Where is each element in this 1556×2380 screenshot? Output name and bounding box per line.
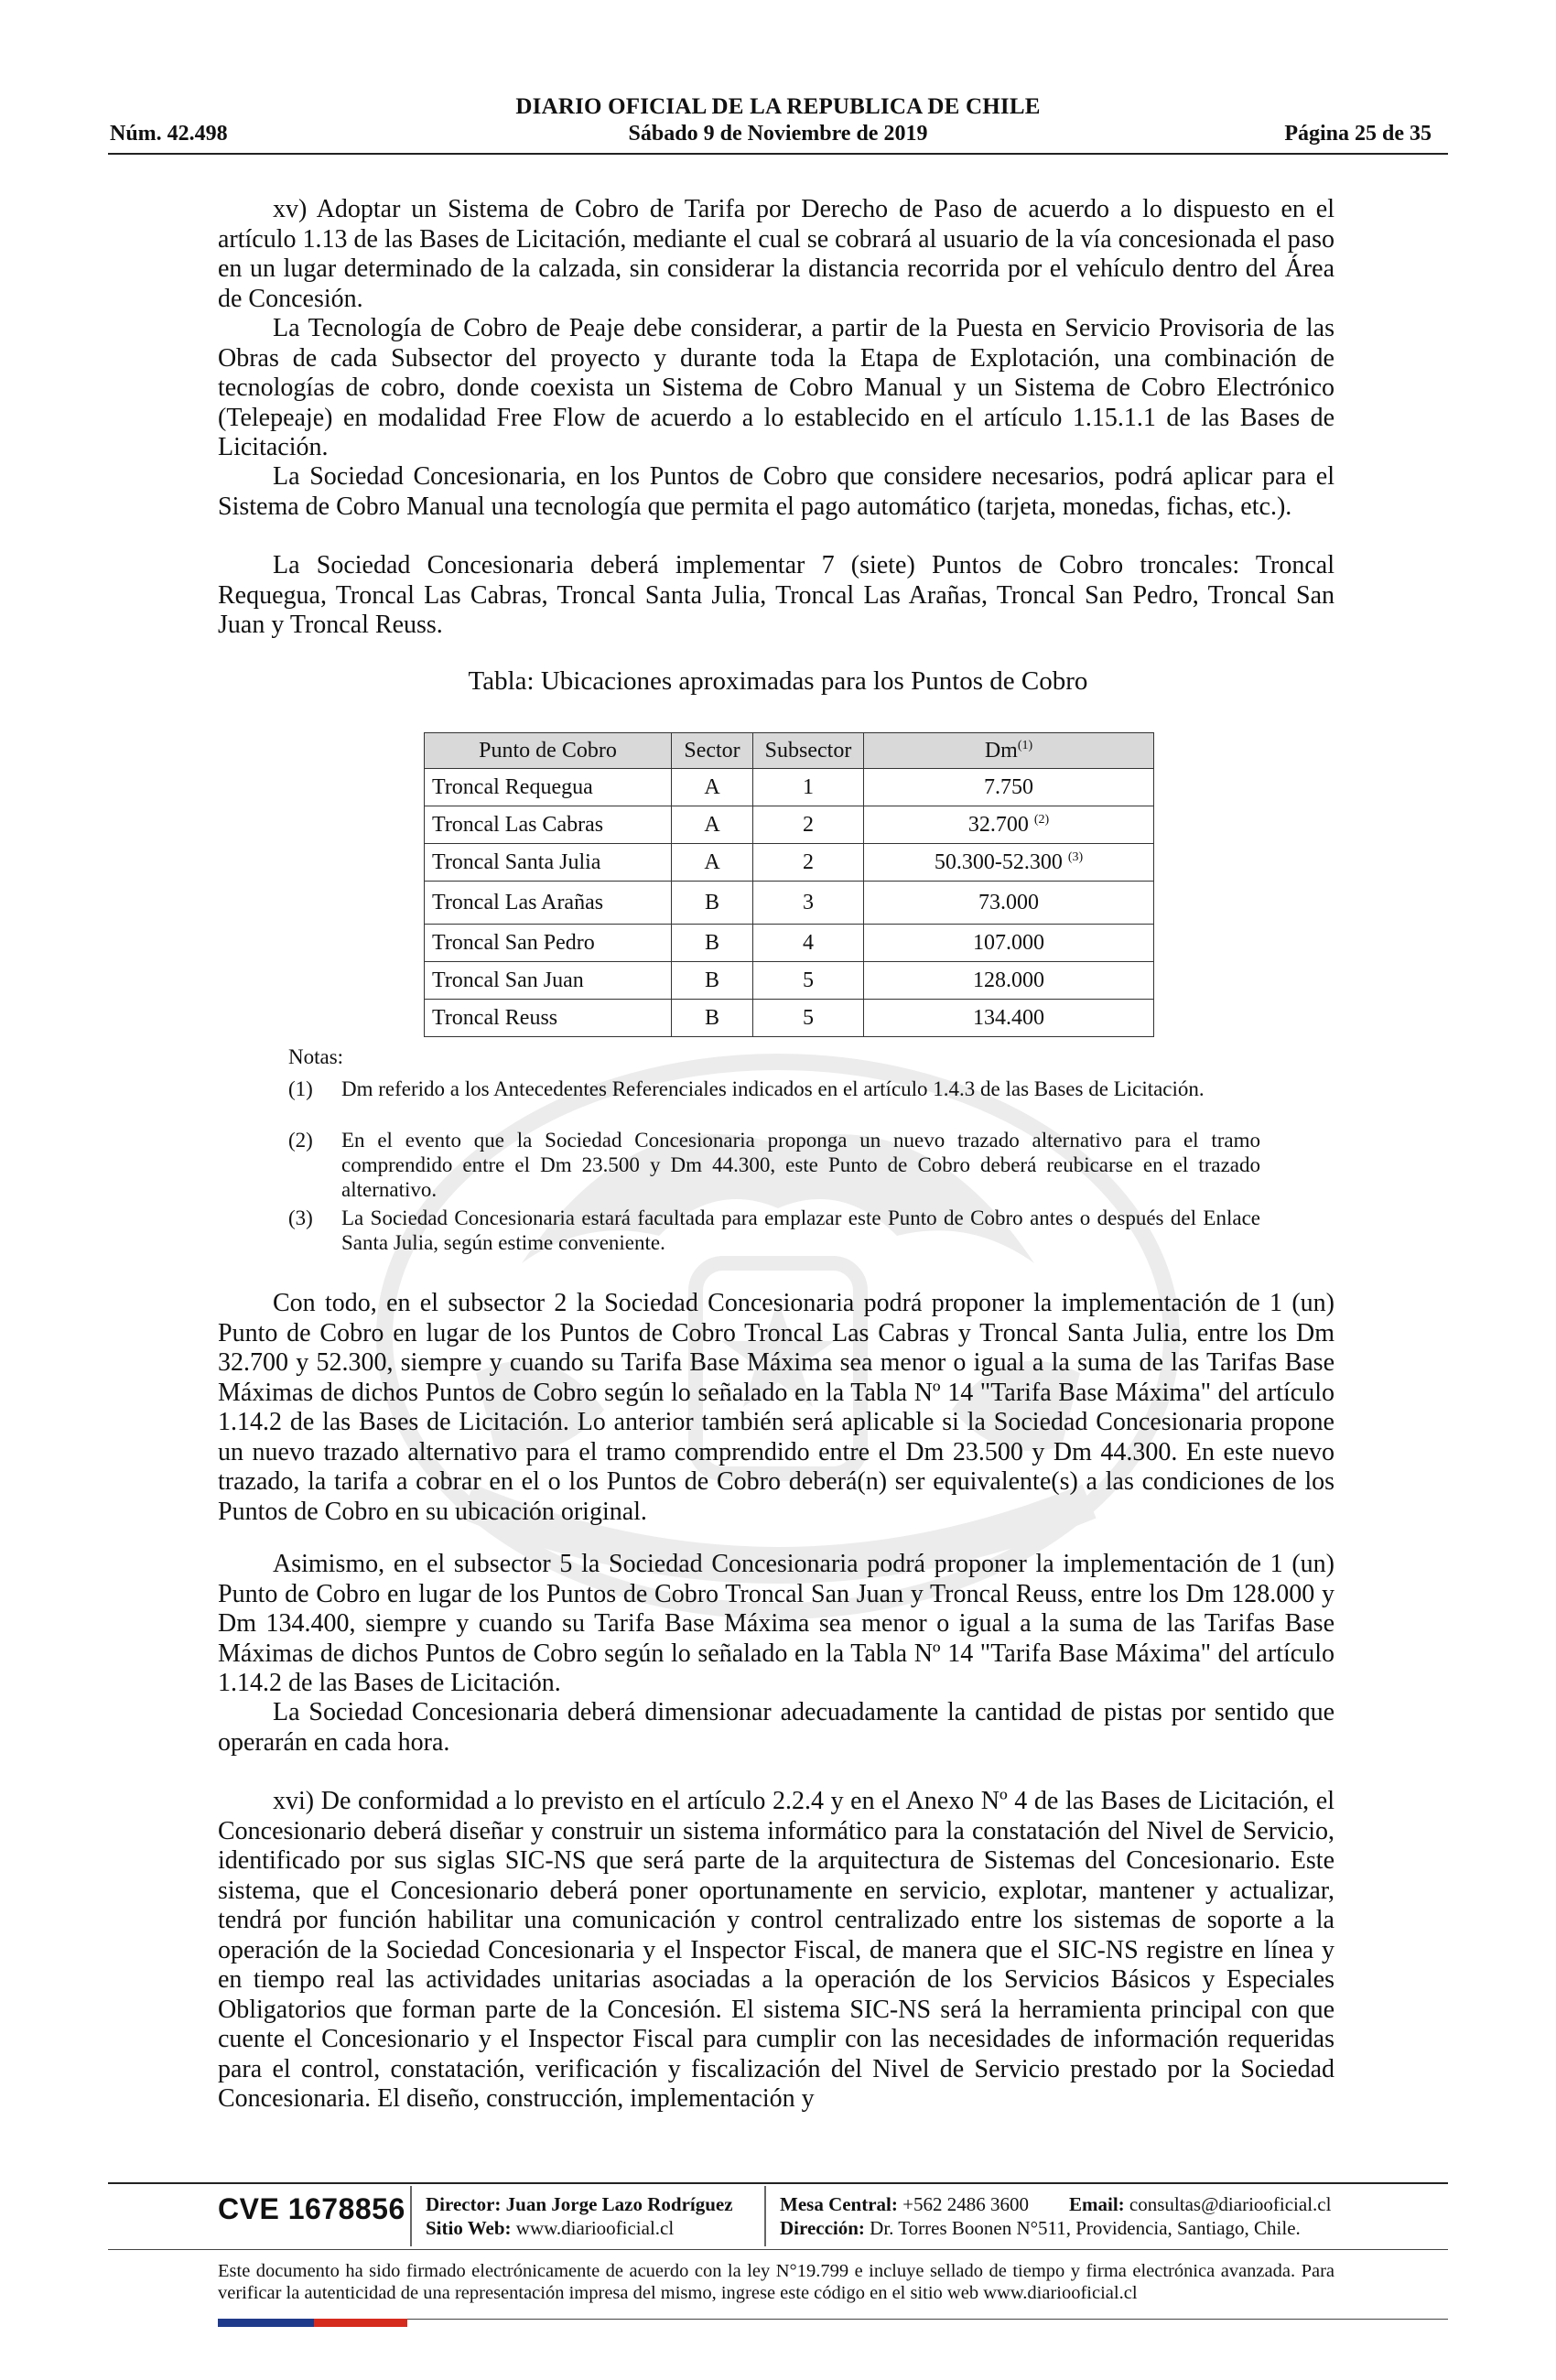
- table-row: [425, 962, 1154, 1000]
- paragraph-tecnologia-text: La Tecnología de Cobro de Peaje debe considerar, a partir de la Puesta en Servicio Provisoria de las Obras de cada Subsector del proyecto y durante toda la Etapa de Explotación, una combinación de tecnologías de cobro, donde coexista un Sistema de Cobro Manual y un Sistema de Cobro Electrónico (Telepeaje) en modalidad Free Flow de acuerdo a lo establecido en el artículo 1.15.1.1 de las Bases de Licitación.: [218, 314, 1334, 461]
- note-number: (3): [288, 1206, 313, 1229]
- cell-punto: Troncal Las Cabras: [425, 806, 672, 844]
- cell-dm-note: (3): [1067, 849, 1084, 864]
- paragraph-puntos-cobro-text: La Sociedad Concesionaria deberá implementar 7 (siete) Puntos de Cobro troncales: Troncal Requegua, Troncal Las Cabras, Troncal Santa Julia, Troncal Las Arañas, Troncal San Pedro, Troncal San Juan y Troncal Reuss.: [218, 551, 1334, 639]
- cell-subsector: 1: [753, 769, 864, 806]
- note-text: En el evento que la Sociedad Concesionaria proponga un nuevo trazado alternativo para el tramo comprendido entre el Dm 23.500 y Dm 44.300, este Punto de Cobro deberá reubicarse en el trazado alternativo.: [341, 1129, 1260, 1201]
- table-row: [425, 806, 1154, 844]
- cell-dm: [864, 882, 1154, 925]
- paragraph-subsector-5: [218, 1550, 1334, 1699]
- cell-sector: A: [672, 769, 753, 806]
- cell-dm-value: 107.000: [973, 930, 1044, 955]
- paragraph-subsector-2-text: Con todo, en el subsector 2 la Sociedad Concesionaria podrá proponer la implementación de 1 (un) Punto de Cobro en lugar de los Puntos de Cobro Troncal Las Cabras y Troncal Santa Julia, entre los Dm 32.700 y 52.300, siempre y cuando su Tarifa Base Máxima sea menor o igual a la suma de las Tarifas Base Máximas de dichos Puntos de Cobro según lo señalado en la Tabla Nº 14 "Tarifa Base Máxima" del artículo 1.14.2 de las Bases de Licitación. Lo anterior también será aplicable si la Sociedad Concesionaria propone un nuevo trazado alternativo para el tramo comprendido entre el Dm 23.500 y Dm 44.300. En este nuevo trazado, la tarifa a cobrar en el o los Puntos de Cobro deberá(n) ser equivalente(s) a las condiciones de los Puntos de Cobro en su ubicación original.: [218, 1289, 1334, 1526]
- cell-sector: B: [672, 962, 753, 1000]
- note-text: Dm referido a los Antecedentes Referenciales indicados en el artículo 1.4.3 de las Bases de Licitación.: [341, 1077, 1205, 1100]
- toll-points-table: [424, 732, 1154, 1037]
- notes-title: Notas:: [288, 1045, 344, 1068]
- paragraph-xv: [218, 195, 1334, 314]
- paragraph-pistas: [218, 1698, 1334, 1758]
- table-row: [425, 1000, 1154, 1037]
- cell-dm: [864, 1000, 1154, 1037]
- table-caption: Tabla: Ubicaciones aproximadas para los Puntos de Cobro: [468, 666, 1088, 696]
- header-divider: [108, 153, 1448, 155]
- cell-subsector: 2: [753, 806, 864, 844]
- note-text: La Sociedad Concesionaria estará facultada para emplazar este Punto de Cobro antes o después del Enlace Santa Julia, según estime conveniente.: [341, 1206, 1260, 1254]
- email-label: Email:: [1069, 2193, 1125, 2215]
- table-header-row: [425, 733, 1154, 769]
- header-subsector: Subsector: [753, 733, 864, 769]
- paragraph-xv-text: xv) Adoptar un Sistema de Cobro de Tarifa por Derecho de Paso de acuerdo a lo dispuesto en el artículo 1.13 de las Bases de Licitación, mediante el cual se cobrará al usuario de la vía concesionada el paso en un lugar determinado de la calzada, sin considerar la distancia recorrida por el vehículo dentro del Área de Concesión.: [218, 195, 1334, 313]
- cell-dm: [864, 962, 1154, 1000]
- footer-divider-middle: [108, 2249, 1448, 2250]
- site-label: Sitio Web:: [426, 2217, 512, 2239]
- paragraph-tecnologia: [218, 314, 1334, 463]
- header-dm-label: Dm: [984, 738, 1018, 763]
- header-dm-note: (1): [1017, 738, 1033, 752]
- phone-line: [780, 2193, 1029, 2216]
- cell-dm-value: 73.000: [978, 890, 1039, 914]
- cell-sector: A: [672, 844, 753, 882]
- cell-dm-value: 134.400: [973, 1005, 1044, 1030]
- flag-blue-segment: [218, 2319, 314, 2327]
- table-row: [425, 769, 1154, 806]
- cell-subsector: 4: [753, 925, 864, 962]
- note-number: (1): [288, 1077, 313, 1100]
- paragraph-cobro-manual-text: La Sociedad Concesionaria, en los Puntos de Cobro que considere necesarios, podrá aplicar para el Sistema de Cobro Manual una tecnología que permita el pago automático (tarjeta, monedas, fichas, etc.).: [218, 462, 1334, 521]
- footer-separator: [410, 2186, 412, 2246]
- cell-dm: [864, 925, 1154, 962]
- flag-red-segment: [314, 2319, 407, 2327]
- header-dm: [864, 733, 1154, 769]
- cell-punto: Troncal Requegua: [425, 769, 672, 806]
- email-line: [1069, 2193, 1331, 2216]
- footer-divider-top: [108, 2182, 1448, 2184]
- cell-sector: B: [672, 1000, 753, 1037]
- cell-punto: Troncal Santa Julia: [425, 844, 672, 882]
- cell-subsector: 2: [753, 844, 864, 882]
- cell-dm-value: 32.700: [967, 812, 1029, 837]
- site-link[interactable]: www.diariooficial.cl: [515, 2217, 675, 2239]
- director-line: [426, 2193, 733, 2216]
- footer-divider-bottom: [407, 2319, 1448, 2320]
- director-label: Director:: [426, 2193, 502, 2215]
- cve-code: CVE 1678856: [218, 2192, 405, 2225]
- cell-dm-note: (2): [1033, 812, 1050, 827]
- issue-date: Sábado 9 de Noviembre de 2019: [628, 122, 928, 146]
- table-row: [425, 925, 1154, 962]
- note-item: [288, 1128, 1260, 1202]
- paragraph-subsector-2: [218, 1289, 1334, 1527]
- cell-subsector: 5: [753, 1000, 864, 1037]
- paragraph-xvi-text: xvi) De conformidad a lo previsto en el artículo 2.2.4 y en el Anexo Nº 4 de las Bases de Licitación, el Concesionario deberá diseñar y construir un sistema informático para la constatación del Nivel de Servicio, identificado por sus siglas SIC-NS que será parte de la arquitectura de Sistemas del Concesionario. Este sistema, que el Concesionario deberá poner oportunamente en servicio, explotar, mantener y actualizar, tendrá por función habilitar una comunicación y control centralizado entre los sistemas de soporte a la operación de la Sociedad Concesionaria y el Inspector Fiscal, de manera que el SIC-NS registre en línea y en tiempo real las actividades unitarias asociadas a la operación de los Servicios Básicos y Especiales Obligatorios que forman parte de la Concesión. El sistema SIC-NS será la herramienta principal con que cuente el Concesionario y el Inspector Fiscal para cumplir con las necesidades de información requeridas para el control, constatación, verificación y fiscalización del Nivel de Servicio prestado por la Sociedad Concesionaria. El diseño, construcción, implementación y: [218, 1787, 1334, 2113]
- address-text: Dr. Torres Boonen N°511, Providencia, Santiago, Chile.: [870, 2217, 1301, 2239]
- cell-subsector: 3: [753, 882, 864, 925]
- cell-dm: [864, 769, 1154, 806]
- cell-punto: Troncal San Pedro: [425, 925, 672, 962]
- paragraph-cobro-manual: [218, 462, 1334, 522]
- cell-punto: Troncal Reuss: [425, 1000, 672, 1037]
- cell-dm-value: 128.000: [973, 968, 1044, 992]
- cell-sector: A: [672, 806, 753, 844]
- newspaper-title: DIARIO OFICIAL DE LA REPUBLICA DE CHILE: [515, 94, 1041, 119]
- phone-number: +562 2486 3600: [902, 2193, 1029, 2215]
- paragraph-puntos-cobro: [218, 551, 1334, 641]
- paragraph-pistas-text: La Sociedad Concesionaria deberá dimensionar adecuadamente la cantidad de pistas por sentido que operarán en cada hora.: [218, 1698, 1334, 1757]
- cell-dm: [864, 806, 1154, 844]
- phone-label: Mesa Central:: [780, 2193, 898, 2215]
- cell-dm: [864, 844, 1154, 882]
- cell-sector: B: [672, 925, 753, 962]
- page-number: Página 25 de 35: [1284, 122, 1432, 146]
- email-link[interactable]: consultas@diariooficial.cl: [1129, 2193, 1332, 2215]
- paragraph-xvi: [218, 1787, 1334, 2115]
- table-row: [425, 844, 1154, 882]
- footer-separator: [764, 2186, 766, 2246]
- cell-dm-value: 50.300-52.300: [934, 849, 1063, 874]
- header-punto: Punto de Cobro: [425, 733, 672, 769]
- header-sector: Sector: [672, 733, 753, 769]
- address-label: Dirección:: [780, 2217, 865, 2239]
- cell-subsector: 5: [753, 962, 864, 1000]
- address-line: [780, 2217, 1301, 2240]
- cell-sector: B: [672, 882, 753, 925]
- note-number: (2): [288, 1129, 313, 1152]
- cell-punto: Troncal San Juan: [425, 962, 672, 1000]
- paragraph-subsector-5-text: Asimismo, en el subsector 5 la Sociedad Concesionaria podrá proponer la implementación de 1 (un) Punto de Cobro en lugar de los Puntos de Cobro Troncal San Juan y Troncal Reuss, entre los Dm 128.000 y Dm 134.400, siempre y cuando su Tarifa Base Máxima sea menor o igual a la suma de las Tarifas Base Máximas de dichos Puntos de Cobro según lo señalado en la Tabla Nº 14 "Tarifa Base Máxima" del artículo 1.14.2 de las Bases de Licitación.: [218, 1550, 1334, 1697]
- note-item: [288, 1206, 1260, 1255]
- site-line: [426, 2217, 674, 2240]
- flag-color-bar: [218, 2319, 407, 2327]
- issue-number: Núm. 42.498: [110, 122, 228, 146]
- note-item: [288, 1076, 1260, 1101]
- director-name: Juan Jorge Lazo Rodríguez: [505, 2193, 733, 2215]
- legal-notice: Este documento ha sido firmado electrónicamente de acuerdo con la ley N°19.799 e incluye sellado de tiempo y firma electrónica avanzada. Para verificar la autenticidad de una representación impresa del mismo, ingrese este código en el sitio web www.diariooficial.cl: [218, 2261, 1334, 2303]
- cell-dm-value: 7.750: [984, 774, 1033, 799]
- cell-punto: Troncal Las Arañas: [425, 882, 672, 925]
- table-row: [425, 882, 1154, 925]
